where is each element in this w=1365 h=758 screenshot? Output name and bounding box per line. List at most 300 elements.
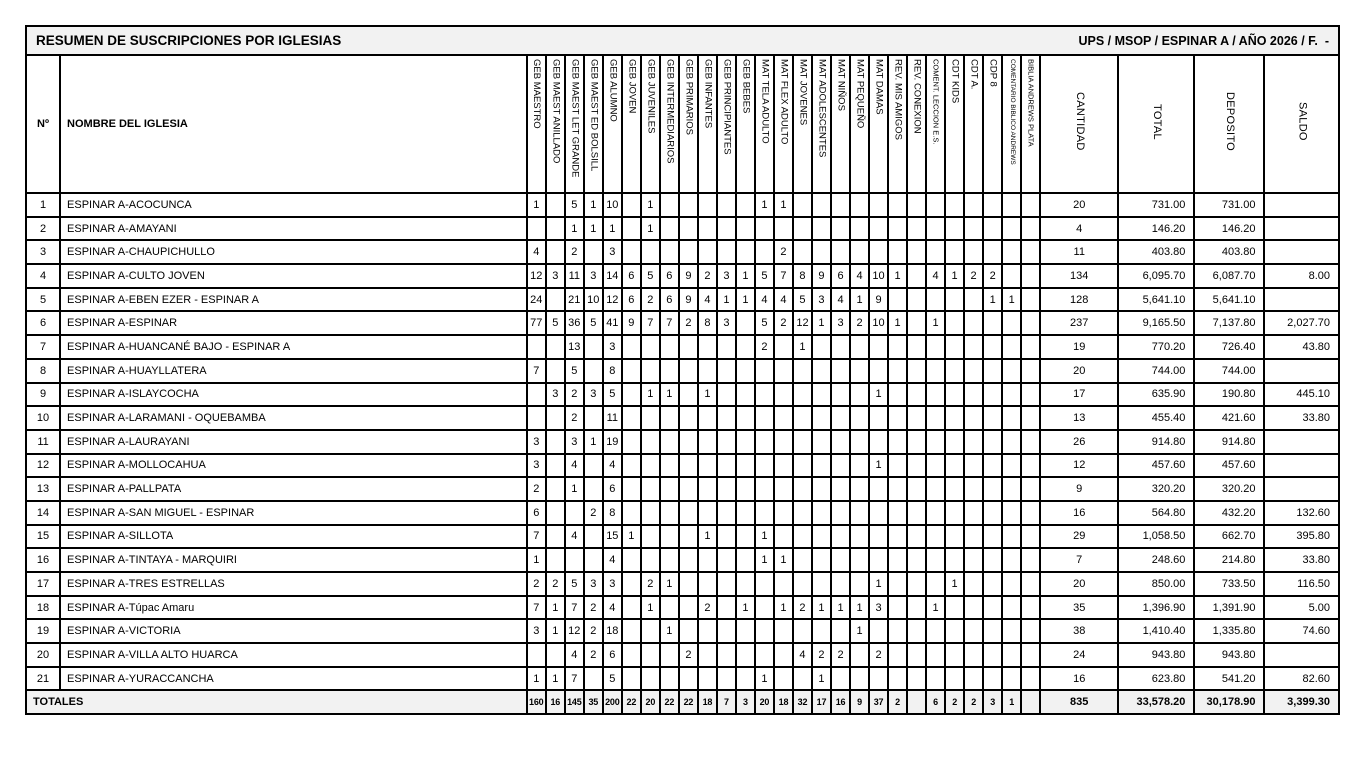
count-cell bbox=[983, 311, 1002, 335]
count-cell: 1 bbox=[565, 217, 584, 241]
count-cell bbox=[622, 240, 641, 264]
count-cell bbox=[850, 501, 869, 525]
count-cell bbox=[546, 335, 565, 359]
count-cell bbox=[641, 477, 660, 501]
count-cell bbox=[926, 548, 945, 572]
count-cell bbox=[812, 335, 831, 359]
count-cell bbox=[527, 643, 546, 667]
count-cell: 12 bbox=[793, 311, 812, 335]
count-cell bbox=[1021, 193, 1040, 217]
count-cell: 1 bbox=[565, 477, 584, 501]
count-cell: 14 bbox=[603, 264, 622, 288]
count-cell bbox=[736, 430, 755, 454]
col-header-label: CDT KIDS bbox=[949, 59, 961, 104]
count-cell bbox=[622, 383, 641, 407]
count-cell bbox=[698, 217, 717, 241]
count-cell bbox=[850, 383, 869, 407]
count-cell: 1 bbox=[546, 596, 565, 620]
count-cell bbox=[945, 406, 964, 430]
table-row bbox=[26, 311, 1339, 335]
count-cell bbox=[888, 406, 907, 430]
col-header-label: GEB MAESTRO bbox=[531, 59, 543, 129]
count-cell bbox=[698, 240, 717, 264]
saldo-cell: 395.80 bbox=[1264, 525, 1339, 549]
count-cell bbox=[983, 430, 1002, 454]
count-cell bbox=[907, 643, 926, 667]
count-cell bbox=[964, 477, 983, 501]
count-cell: 3 bbox=[869, 596, 888, 620]
count-cell bbox=[755, 240, 774, 264]
count-cell: 1 bbox=[755, 667, 774, 691]
count-cell bbox=[1021, 240, 1040, 264]
col-header-label: GEB PRINCIPIANTES bbox=[721, 59, 733, 155]
count-cell bbox=[774, 217, 793, 241]
count-cell: 1 bbox=[660, 383, 679, 407]
church-name: ESPINAR A-AMAYANI bbox=[60, 217, 527, 241]
count-cell bbox=[736, 477, 755, 501]
count-cell: 1 bbox=[527, 548, 546, 572]
count-cell bbox=[717, 667, 736, 691]
count-cell bbox=[622, 572, 641, 596]
col-header-num: Nº bbox=[26, 55, 60, 193]
count-cell bbox=[736, 383, 755, 407]
total-cell: 914.80 bbox=[1118, 430, 1194, 454]
col-header-label: TOTAL bbox=[1151, 103, 1164, 140]
count-cell bbox=[1021, 430, 1040, 454]
count-cell bbox=[812, 501, 831, 525]
count-cell bbox=[964, 383, 983, 407]
count-cell: 1 bbox=[584, 217, 603, 241]
count-cell bbox=[641, 430, 660, 454]
col-header-rotated bbox=[584, 55, 603, 193]
count-cell bbox=[1002, 525, 1021, 549]
count-cell bbox=[831, 383, 850, 407]
count-cell: 2 bbox=[964, 264, 983, 288]
total-cell: 455.40 bbox=[1118, 406, 1194, 430]
count-cell bbox=[831, 525, 850, 549]
church-name: ESPINAR A-VILLA ALTO HUARCA bbox=[60, 643, 527, 667]
count-cell bbox=[1002, 217, 1021, 241]
row-number: 15 bbox=[26, 525, 60, 549]
count-cell bbox=[793, 406, 812, 430]
count-cell bbox=[983, 383, 1002, 407]
count-cell bbox=[1002, 311, 1021, 335]
count-cell: 3 bbox=[831, 311, 850, 335]
count-cell bbox=[660, 643, 679, 667]
count-cell bbox=[736, 193, 755, 217]
count-cell bbox=[1021, 572, 1040, 596]
total-cell: 623.80 bbox=[1118, 667, 1194, 691]
count-cell bbox=[736, 667, 755, 691]
count-cell bbox=[641, 619, 660, 643]
deposito-cell: 733.50 bbox=[1194, 572, 1264, 596]
total-cell: 403.80 bbox=[1118, 240, 1194, 264]
count-cell: 1 bbox=[641, 383, 660, 407]
count-cell bbox=[888, 548, 907, 572]
count-cell bbox=[926, 454, 945, 478]
col-header-name: NOMBRE DEL IGLESIA bbox=[60, 55, 527, 193]
count-cell bbox=[945, 454, 964, 478]
deposito-cell: 914.80 bbox=[1194, 430, 1264, 454]
count-cell: 5 bbox=[584, 311, 603, 335]
deposito-cell: 457.60 bbox=[1194, 454, 1264, 478]
count-cell: 3 bbox=[717, 264, 736, 288]
count-cell: 4 bbox=[831, 288, 850, 312]
count-cell: 1 bbox=[546, 619, 565, 643]
total-count-cell: 2 bbox=[945, 690, 964, 714]
count-cell bbox=[1021, 288, 1040, 312]
count-cell bbox=[812, 454, 831, 478]
count-cell bbox=[584, 525, 603, 549]
count-cell: 4 bbox=[603, 548, 622, 572]
count-cell: 4 bbox=[565, 454, 584, 478]
count-cell bbox=[1021, 501, 1040, 525]
count-cell: 1 bbox=[774, 548, 793, 572]
total-count-cell bbox=[1021, 690, 1040, 714]
cantidad-cell: 20 bbox=[1040, 572, 1118, 596]
count-cell: 1 bbox=[888, 264, 907, 288]
count-cell: 1 bbox=[755, 525, 774, 549]
deposito-cell: 726.40 bbox=[1194, 335, 1264, 359]
count-cell bbox=[736, 359, 755, 383]
col-header-rotated bbox=[698, 55, 717, 193]
count-cell bbox=[755, 572, 774, 596]
count-cell bbox=[907, 454, 926, 478]
col-header-rotated bbox=[1002, 55, 1021, 193]
count-cell: 2 bbox=[755, 335, 774, 359]
count-cell bbox=[660, 217, 679, 241]
count-cell: 1 bbox=[850, 288, 869, 312]
count-cell bbox=[698, 548, 717, 572]
count-cell bbox=[679, 477, 698, 501]
count-cell bbox=[622, 548, 641, 572]
count-cell bbox=[831, 240, 850, 264]
count-cell bbox=[831, 572, 850, 596]
count-cell bbox=[1002, 501, 1021, 525]
saldo-cell: 33.80 bbox=[1264, 548, 1339, 572]
count-cell bbox=[679, 383, 698, 407]
count-cell: 3 bbox=[546, 383, 565, 407]
count-cell bbox=[717, 619, 736, 643]
count-cell bbox=[1002, 548, 1021, 572]
count-cell bbox=[546, 359, 565, 383]
totals-label: TOTALES bbox=[26, 690, 527, 714]
count-cell: 41 bbox=[603, 311, 622, 335]
count-cell: 3 bbox=[584, 264, 603, 288]
col-header-label: GEB JOVEN bbox=[626, 59, 638, 114]
count-cell bbox=[869, 619, 888, 643]
deposito-cell: 1,391.90 bbox=[1194, 596, 1264, 620]
total-cell: 457.60 bbox=[1118, 454, 1194, 478]
table-row bbox=[26, 619, 1339, 643]
table-row bbox=[26, 193, 1339, 217]
total-cell: 850.00 bbox=[1118, 572, 1194, 596]
count-cell bbox=[717, 383, 736, 407]
count-cell bbox=[831, 501, 850, 525]
count-cell bbox=[983, 240, 1002, 264]
table-row bbox=[26, 383, 1339, 407]
col-header-rotated bbox=[1021, 55, 1040, 193]
cantidad-cell: 20 bbox=[1040, 193, 1118, 217]
count-cell bbox=[1002, 477, 1021, 501]
count-cell bbox=[869, 406, 888, 430]
count-cell: 11 bbox=[603, 406, 622, 430]
count-cell bbox=[793, 217, 812, 241]
count-cell bbox=[1002, 619, 1021, 643]
count-cell: 7 bbox=[660, 311, 679, 335]
subscriptions-table bbox=[25, 54, 1340, 715]
count-cell bbox=[812, 406, 831, 430]
count-cell bbox=[755, 406, 774, 430]
count-cell bbox=[888, 454, 907, 478]
count-cell bbox=[812, 572, 831, 596]
count-cell bbox=[964, 193, 983, 217]
count-cell: 10 bbox=[869, 264, 888, 288]
count-cell: 77 bbox=[527, 311, 546, 335]
count-cell: 6 bbox=[622, 288, 641, 312]
count-cell bbox=[584, 406, 603, 430]
count-cell: 1 bbox=[622, 525, 641, 549]
count-cell bbox=[679, 406, 698, 430]
count-cell: 1 bbox=[660, 572, 679, 596]
deposito-cell: 662.70 bbox=[1194, 525, 1264, 549]
count-cell bbox=[1021, 383, 1040, 407]
cantidad-cell: 16 bbox=[1040, 667, 1118, 691]
saldo-cell: 132.60 bbox=[1264, 501, 1339, 525]
count-cell bbox=[698, 619, 717, 643]
count-cell bbox=[850, 454, 869, 478]
church-name: ESPINAR A-LARAMANI - OQUEBAMBA bbox=[60, 406, 527, 430]
count-cell bbox=[831, 454, 850, 478]
saldo-cell: 43.80 bbox=[1264, 335, 1339, 359]
count-cell: 1 bbox=[698, 525, 717, 549]
saldo-cell bbox=[1264, 288, 1339, 312]
count-cell: 10 bbox=[584, 288, 603, 312]
count-cell: 13 bbox=[565, 335, 584, 359]
count-cell bbox=[831, 548, 850, 572]
total-count-cell: 18 bbox=[698, 690, 717, 714]
count-cell: 8 bbox=[793, 264, 812, 288]
col-header-label: CDP 8 bbox=[987, 59, 999, 87]
count-cell bbox=[1002, 193, 1021, 217]
cantidad-cell: 20 bbox=[1040, 359, 1118, 383]
count-cell bbox=[983, 359, 1002, 383]
saldo-cell bbox=[1264, 359, 1339, 383]
count-cell bbox=[945, 430, 964, 454]
count-cell bbox=[679, 525, 698, 549]
count-cell bbox=[1002, 383, 1021, 407]
col-header-money bbox=[1264, 55, 1339, 193]
total-count-cell: 16 bbox=[546, 690, 565, 714]
count-cell bbox=[698, 406, 717, 430]
count-cell bbox=[907, 430, 926, 454]
count-cell bbox=[755, 430, 774, 454]
total-count-cell: 32 bbox=[793, 690, 812, 714]
count-cell bbox=[774, 477, 793, 501]
deposito-cell: 190.80 bbox=[1194, 383, 1264, 407]
count-cell bbox=[546, 454, 565, 478]
saldo-cell: 445.10 bbox=[1264, 383, 1339, 407]
table-row bbox=[26, 667, 1339, 691]
saldo-cell: 33.80 bbox=[1264, 406, 1339, 430]
cantidad-cell: 237 bbox=[1040, 311, 1118, 335]
count-cell bbox=[945, 501, 964, 525]
count-cell bbox=[774, 643, 793, 667]
count-cell bbox=[660, 548, 679, 572]
church-name: ESPINAR A-ISLAYCOCHA bbox=[60, 383, 527, 407]
saldo-cell bbox=[1264, 240, 1339, 264]
count-cell: 3 bbox=[565, 430, 584, 454]
count-cell bbox=[812, 619, 831, 643]
table-row bbox=[26, 335, 1339, 359]
count-cell: 4 bbox=[926, 264, 945, 288]
col-header-label: MAT DAMAS bbox=[873, 59, 885, 115]
count-cell: 12 bbox=[565, 619, 584, 643]
count-cell bbox=[888, 335, 907, 359]
count-cell bbox=[869, 430, 888, 454]
count-cell: 1 bbox=[755, 193, 774, 217]
count-cell bbox=[831, 477, 850, 501]
total-count-cell: 35 bbox=[584, 690, 603, 714]
count-cell bbox=[1021, 667, 1040, 691]
count-cell bbox=[1002, 406, 1021, 430]
count-cell bbox=[717, 596, 736, 620]
count-cell: 4 bbox=[565, 525, 584, 549]
count-cell bbox=[812, 525, 831, 549]
cantidad-cell: 7 bbox=[1040, 548, 1118, 572]
count-cell bbox=[641, 643, 660, 667]
count-cell: 4 bbox=[755, 288, 774, 312]
count-cell: 3 bbox=[527, 454, 546, 478]
total-count-cell: 22 bbox=[660, 690, 679, 714]
count-cell: 1 bbox=[584, 193, 603, 217]
count-cell bbox=[584, 548, 603, 572]
count-cell bbox=[546, 548, 565, 572]
count-cell bbox=[888, 193, 907, 217]
church-name: ESPINAR A-LAURAYANI bbox=[60, 430, 527, 454]
count-cell: 7 bbox=[565, 596, 584, 620]
count-cell: 3 bbox=[527, 430, 546, 454]
count-cell bbox=[869, 525, 888, 549]
count-cell bbox=[546, 501, 565, 525]
count-cell: 1 bbox=[736, 264, 755, 288]
count-cell bbox=[869, 477, 888, 501]
count-cell: 5 bbox=[755, 311, 774, 335]
count-cell: 3 bbox=[603, 572, 622, 596]
total-cell: 770.20 bbox=[1118, 335, 1194, 359]
count-cell bbox=[755, 454, 774, 478]
total-count-cell: 3 bbox=[736, 690, 755, 714]
count-cell: 9 bbox=[622, 311, 641, 335]
col-header-money bbox=[1194, 55, 1264, 193]
count-cell bbox=[850, 667, 869, 691]
count-cell: 2 bbox=[679, 643, 698, 667]
count-cell bbox=[717, 430, 736, 454]
count-cell: 7 bbox=[641, 311, 660, 335]
count-cell bbox=[546, 240, 565, 264]
count-cell bbox=[774, 525, 793, 549]
count-cell: 1 bbox=[812, 667, 831, 691]
table-row bbox=[26, 217, 1339, 241]
count-cell bbox=[1002, 454, 1021, 478]
count-cell bbox=[907, 264, 926, 288]
count-cell bbox=[679, 359, 698, 383]
count-cell bbox=[945, 288, 964, 312]
count-cell bbox=[964, 359, 983, 383]
total-count-cell: 1 bbox=[1002, 690, 1021, 714]
count-cell bbox=[850, 643, 869, 667]
count-cell bbox=[793, 667, 812, 691]
deposito-cell: 541.20 bbox=[1194, 667, 1264, 691]
count-cell bbox=[793, 548, 812, 572]
col-header-rotated bbox=[831, 55, 850, 193]
saldo-cell: 82.60 bbox=[1264, 667, 1339, 691]
count-cell bbox=[907, 335, 926, 359]
count-cell bbox=[546, 406, 565, 430]
count-cell bbox=[926, 288, 945, 312]
count-cell bbox=[736, 619, 755, 643]
total-count-cell: 2 bbox=[964, 690, 983, 714]
count-cell bbox=[1002, 264, 1021, 288]
count-cell: 1 bbox=[869, 572, 888, 596]
count-cell bbox=[679, 335, 698, 359]
col-header-label: GEB JUVENILES bbox=[645, 59, 657, 134]
count-cell: 7 bbox=[527, 596, 546, 620]
count-cell bbox=[926, 643, 945, 667]
count-cell bbox=[774, 335, 793, 359]
count-cell bbox=[1002, 430, 1021, 454]
count-cell bbox=[774, 454, 793, 478]
count-cell bbox=[793, 619, 812, 643]
count-cell bbox=[660, 193, 679, 217]
count-cell bbox=[698, 430, 717, 454]
count-cell bbox=[698, 643, 717, 667]
church-name: ESPINAR A-TINTAYA - MARQUIRI bbox=[60, 548, 527, 572]
col-header-rotated bbox=[736, 55, 755, 193]
count-cell: 6 bbox=[660, 288, 679, 312]
count-cell: 3 bbox=[603, 335, 622, 359]
count-cell: 1 bbox=[603, 217, 622, 241]
deposito-cell: 432.20 bbox=[1194, 501, 1264, 525]
count-cell bbox=[888, 525, 907, 549]
count-cell bbox=[774, 406, 793, 430]
count-cell: 2 bbox=[565, 406, 584, 430]
count-cell bbox=[641, 501, 660, 525]
count-cell: 2 bbox=[698, 596, 717, 620]
count-cell: 1 bbox=[831, 596, 850, 620]
church-name: ESPINAR A-CHAUPICHULLO bbox=[60, 240, 527, 264]
count-cell bbox=[983, 572, 1002, 596]
church-name: ESPINAR A-SILLOTA bbox=[60, 525, 527, 549]
count-cell bbox=[679, 667, 698, 691]
count-cell bbox=[660, 430, 679, 454]
count-cell bbox=[774, 501, 793, 525]
church-name: ESPINAR A-ESPINAR bbox=[60, 311, 527, 335]
count-cell bbox=[869, 501, 888, 525]
cantidad-cell: 29 bbox=[1040, 525, 1118, 549]
count-cell bbox=[945, 643, 964, 667]
count-cell bbox=[717, 240, 736, 264]
count-cell bbox=[945, 477, 964, 501]
count-cell bbox=[926, 430, 945, 454]
count-cell: 2 bbox=[584, 643, 603, 667]
count-cell bbox=[698, 667, 717, 691]
count-cell bbox=[622, 335, 641, 359]
count-cell bbox=[660, 525, 679, 549]
count-cell: 10 bbox=[603, 193, 622, 217]
church-name: ESPINAR A-ACOCUNCA bbox=[60, 193, 527, 217]
count-cell: 1 bbox=[641, 193, 660, 217]
